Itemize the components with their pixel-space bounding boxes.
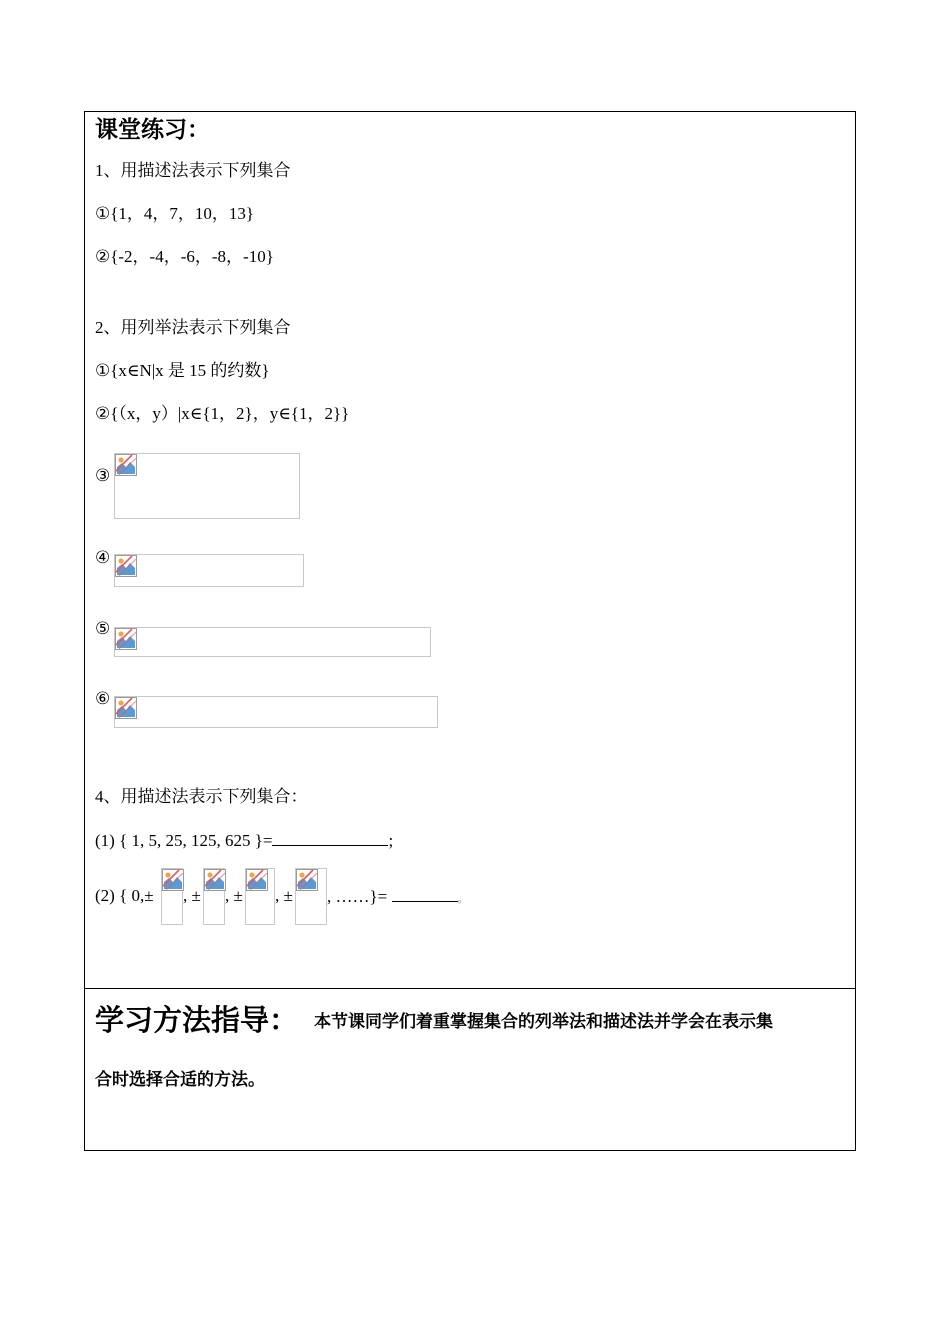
broken-image-icon [115, 454, 137, 476]
question-2: 2、用列举法表示下列集合 [95, 318, 291, 337]
question-4b-separator: , ± [225, 886, 243, 905]
answer-blank[interactable] [272, 829, 388, 846]
practice-section [84, 111, 856, 989]
question-2e-marker: ⑤ [95, 619, 111, 638]
question-4b-start: (2) { 0,± [95, 886, 154, 905]
practice-title: 课堂练习： [95, 117, 210, 143]
question-2a: ①{x∈N|x 是 15 的约数} [95, 361, 270, 380]
question-4a-end: ; [388, 831, 394, 850]
guide-text-line2: 合时选择合适的方法。 [95, 1070, 265, 1090]
image-placeholder [245, 868, 275, 925]
question-2c-marker: ③ [95, 466, 111, 485]
image-placeholder [203, 868, 225, 925]
question-2f-marker: ⑥ [95, 689, 111, 708]
question-4b-end: 。 [457, 893, 469, 905]
image-placeholder [114, 627, 431, 657]
image-placeholder [295, 868, 327, 925]
image-placeholder [161, 868, 183, 925]
image-placeholder [114, 453, 300, 519]
question-4a-text: (1) { 1, 5, 25, 125, 625 }= [95, 831, 273, 850]
answer-blank[interactable] [392, 885, 458, 902]
question-1: 1、用描述法表示下列集合 [95, 161, 291, 180]
guide-title: 学习方法指导： [95, 1003, 299, 1037]
broken-image-icon [162, 869, 184, 891]
broken-image-icon [204, 869, 226, 891]
question-2b: ②{（x，y）|x∈{1，2}，y∈{1，2}} [95, 404, 350, 423]
image-placeholder [114, 696, 438, 728]
question-4b-separator: , ± [183, 886, 201, 905]
broken-image-icon [115, 697, 137, 719]
question-1b: ②{-2，-4，-6，-8，-10} [95, 247, 274, 266]
image-placeholder [114, 554, 304, 587]
broken-image-icon [296, 869, 318, 891]
question-4: 4、用描述法表示下列集合： [95, 787, 308, 806]
question-4b-tail-text: , ……}= [327, 887, 392, 906]
question-4b-separator: , ± [275, 886, 293, 905]
broken-image-icon [115, 628, 137, 650]
broken-image-icon [246, 869, 268, 891]
question-1a: ①{1，4，7，10，13} [95, 204, 255, 223]
question-2d-marker: ④ [95, 548, 111, 567]
guide-text-line1: 本节课同学们着重掌握集合的列举法和描述法并学会在表示集 [314, 1012, 773, 1032]
question-4b-tail [327, 885, 469, 910]
question-4a [95, 829, 393, 852]
broken-image-icon [115, 555, 137, 577]
